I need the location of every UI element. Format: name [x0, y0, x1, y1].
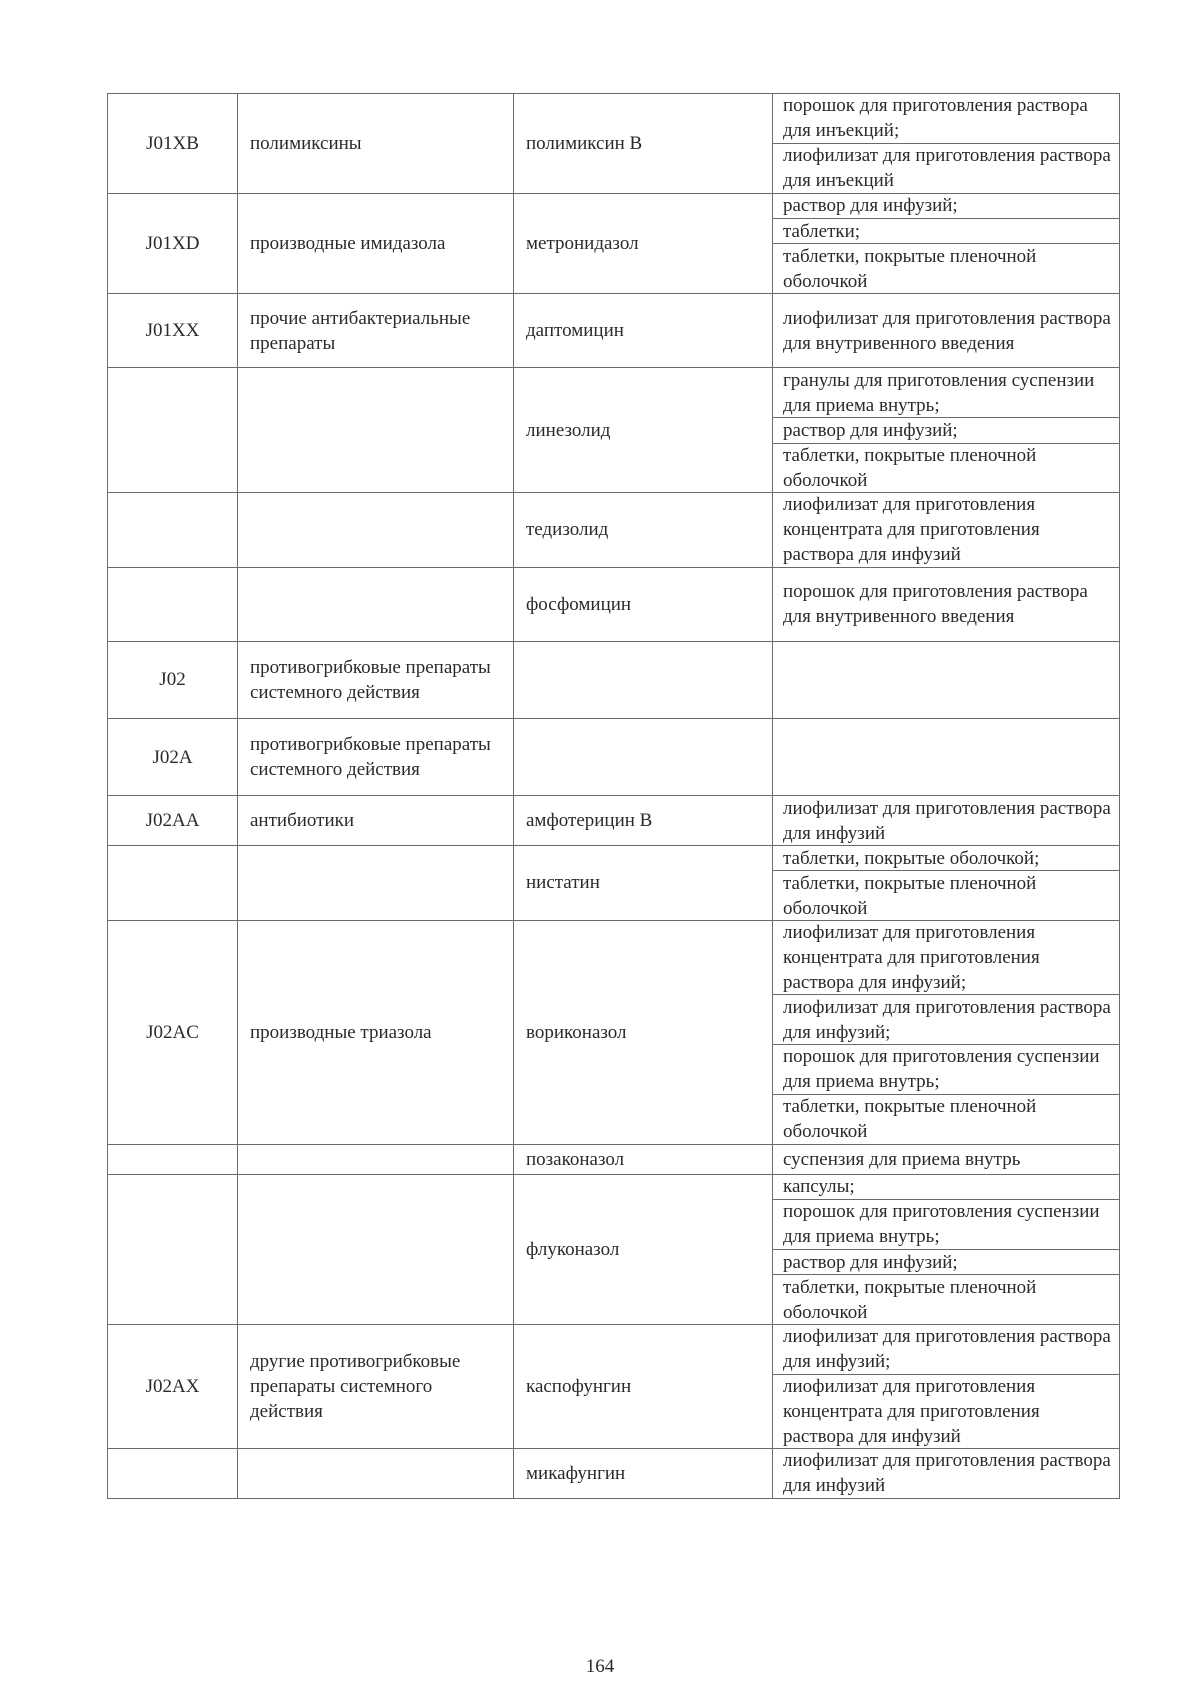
table-row: [108, 567, 1120, 641]
dosage-form-cell: [773, 718, 1120, 795]
atc-code-cell: [108, 845, 238, 920]
atc-code-cell: [108, 641, 238, 718]
table-row: [108, 1449, 1120, 1499]
group-name-cell: [238, 193, 514, 294]
atc-code-cell-text: J02: [159, 669, 186, 691]
group-name-cell-text: полимиксины: [250, 132, 362, 154]
group-name-cell: [238, 796, 514, 846]
atc-code-cell: [108, 1325, 238, 1449]
drug-name-cell-text: амфотерицин В: [526, 809, 653, 831]
group-name-cell-text: [238, 1247, 513, 1251]
group-name-cell: [238, 1144, 514, 1174]
table-row: [108, 94, 1120, 194]
dosage-form-cell: [773, 1144, 1120, 1174]
table-row: [108, 1144, 1120, 1174]
dosage-form-cell: [773, 294, 1120, 368]
drug-name-cell: [514, 493, 773, 567]
dosage-form-item: гранулы для приготовления суспензии для приема внутрь;: [783, 369, 1095, 416]
dosage-form-item: порошок для приготовления раствора для инъекций;: [783, 95, 1088, 142]
page-number: 164: [585, 1656, 615, 1677]
drug-name-cell-text: полимиксин В: [526, 132, 643, 154]
dosage-form-cell: [773, 1325, 1120, 1449]
atc-code-cell: [108, 1174, 238, 1324]
drug-name-cell: [514, 641, 773, 718]
dosage-form-item: таблетки, покрытые пленочной оболочкой: [773, 243, 1119, 293]
dosage-form-item: лиофилизат для приготовления раствора для инъекций: [773, 143, 1119, 193]
dosage-form-item: таблетки, покрытые оболочкой;: [783, 847, 1040, 869]
group-name-cell: [238, 1174, 514, 1324]
group-name-cell-text: [238, 1157, 513, 1161]
drug-name-cell: [514, 294, 773, 368]
drug-name-cell-text: нистатин: [526, 872, 600, 894]
atc-code-cell: [108, 493, 238, 567]
drug-name-cell: [514, 1144, 773, 1174]
group-name-cell-text: [238, 881, 513, 885]
drug-table: [107, 93, 1120, 1499]
dosage-form-item: таблетки, покрытые пленочной оболочкой: [773, 443, 1119, 493]
drug-name-cell: [514, 1174, 773, 1324]
dosage-form-item: лиофилизат для приготовления концентрата для приготовления раствора для инфузий: [773, 1374, 1119, 1448]
dosage-form-item: лиофилизат для приготовления раствора для инфузий;: [783, 1326, 1111, 1373]
drug-name-cell-text: [514, 678, 772, 682]
atc-code-cell: [108, 1449, 238, 1499]
table-row: [108, 193, 1120, 294]
drug-name-cell: [514, 845, 773, 920]
drug-name-cell: [514, 1325, 773, 1449]
group-name-cell: [238, 921, 514, 1145]
atc-code-cell-text: J01XD: [145, 232, 200, 254]
atc-code-cell-text: J01XB: [146, 132, 199, 154]
dosage-form-item: суспензия для приема внутрь: [783, 1148, 1021, 1170]
atc-code-cell-text: J02AC: [146, 1021, 199, 1043]
drug-name-cell-text: фосфомицин: [526, 593, 632, 615]
dosage-form-item: раствор для инфузий;: [783, 195, 958, 217]
dosage-form-item: лиофилизат для приготовления концентрата для приготовления раствора для инфузий;: [783, 922, 1040, 994]
atc-code-cell: [108, 718, 238, 795]
dosage-form-item: лиофилизат для приготовления раствора для инфузий: [783, 797, 1111, 844]
group-name-cell-text: [238, 528, 513, 532]
group-name-cell: [238, 845, 514, 920]
drug-name-cell: [514, 567, 773, 641]
dosage-form-item: лиофилизат для приготовления раствора для инфузий: [783, 1450, 1111, 1497]
group-name-cell-text: производные имидазола: [250, 232, 446, 254]
drug-name-cell: [514, 921, 773, 1145]
dosage-form-item: порошок для приготовления суспензии для приема внутрь;: [773, 1199, 1119, 1249]
group-name-cell-text: производные триазола: [250, 1021, 432, 1043]
dosage-form-cell: [773, 641, 1120, 718]
dosage-form-cell: [773, 193, 1120, 294]
dosage-form-cell: [773, 845, 1120, 920]
table-row: [108, 641, 1120, 718]
group-name-cell-text: противогрибковые препараты системного действия: [250, 656, 491, 703]
drug-name-cell-text: каспофунгин: [526, 1376, 632, 1398]
dosage-form-cell: [773, 921, 1120, 1145]
atc-code-cell-text: J01XX: [145, 320, 200, 342]
table-row: [108, 493, 1120, 567]
group-name-cell: [238, 1449, 514, 1499]
drug-name-cell: [514, 796, 773, 846]
dosage-form-item: лиофилизат для приготовления раствора для внутривенного введения: [783, 307, 1111, 354]
group-name-cell-text: [238, 428, 513, 432]
drug-name-cell: [514, 193, 773, 294]
drug-name-cell-text: микафунгин: [526, 1462, 626, 1484]
dosage-form-item: порошок для приготовления раствора для внутривенного введения: [783, 581, 1088, 628]
group-name-cell: [238, 294, 514, 368]
dosage-form-cell: [773, 567, 1120, 641]
dosage-form-item: таблетки, покрытые пленочной оболочкой: [773, 1094, 1119, 1144]
dosage-form-cell: [773, 94, 1120, 194]
drug-name-cell-text: позаконазол: [526, 1148, 625, 1170]
atc-code-cell: [108, 193, 238, 294]
table-body: [108, 94, 1120, 1499]
group-name-cell-text: [238, 602, 513, 606]
drug-name-cell: [514, 1449, 773, 1499]
dosage-form-item: таблетки;: [773, 218, 1119, 243]
atc-code-cell-text: J02A: [152, 746, 193, 768]
drug-name-cell-text: флуконазол: [526, 1238, 620, 1260]
atc-code-cell: [108, 1144, 238, 1174]
atc-code-cell-text: J02AX: [145, 1376, 200, 1398]
atc-code-cell: [108, 294, 238, 368]
dosage-form-item: лиофилизат для приготовления раствора для инфузий;: [773, 994, 1119, 1044]
group-name-cell-text: [238, 1471, 513, 1475]
drug-name-cell: [514, 94, 773, 194]
group-name-cell: [238, 641, 514, 718]
dosage-form-cell: [773, 796, 1120, 846]
dosage-form-cell: [773, 1449, 1120, 1499]
dosage-form-cell: [773, 368, 1120, 493]
group-name-cell-text: прочие антибактериальные препараты: [250, 307, 471, 354]
atc-code-cell-text: J02AA: [145, 809, 200, 831]
group-name-cell-text: антибиотики: [250, 809, 355, 831]
dosage-form-cell: [773, 493, 1120, 567]
atc-code-cell: [108, 567, 238, 641]
table-row: [108, 1325, 1120, 1449]
group-name-cell: [238, 94, 514, 194]
table-row: [108, 718, 1120, 795]
table-row: [108, 845, 1120, 920]
table-row: [108, 921, 1120, 1145]
table-row: [108, 796, 1120, 846]
table-row: [108, 1174, 1120, 1324]
atc-code-cell: [108, 368, 238, 493]
group-name-cell: [238, 567, 514, 641]
dosage-form-item: таблетки, покрытые пленочной оболочкой: [773, 1274, 1119, 1324]
dosage-form-item: лиофилизат для приготовления концентрата для приготовления раствора для инфузий: [783, 494, 1040, 566]
dosage-form-item: таблетки, покрытые пленочной оболочкой: [773, 870, 1119, 920]
group-name-cell: [238, 493, 514, 567]
drug-name-cell-text: метронидазол: [526, 232, 639, 254]
dosage-form-item: раствор для инфузий;: [773, 1249, 1119, 1274]
drug-name-cell-text: даптомицин: [526, 320, 624, 342]
dosage-form-item: раствор для инфузий;: [773, 417, 1119, 442]
group-name-cell-text: другие противогрибковые препараты системного действия: [250, 1351, 461, 1423]
table-row: [108, 294, 1120, 368]
drug-name-cell: [514, 368, 773, 493]
atc-code-cell: [108, 921, 238, 1145]
drug-name-cell-text: тедизолид: [526, 519, 609, 541]
group-name-cell: [238, 368, 514, 493]
atc-code-cell: [108, 796, 238, 846]
group-name-cell: [238, 1325, 514, 1449]
dosage-form-item: порошок для приготовления суспензии для приема внутрь;: [773, 1044, 1119, 1094]
drug-name-cell-text: вориконазол: [526, 1021, 627, 1043]
atc-code-cell: [108, 94, 238, 194]
drug-name-cell-text: линезолид: [526, 419, 611, 441]
drug-name-cell: [514, 718, 773, 795]
group-name-cell: [238, 718, 514, 795]
dosage-form-item: капсулы;: [783, 1176, 855, 1198]
dosage-form-cell: [773, 1174, 1120, 1324]
group-name-cell-text: противогрибковые препараты системного действия: [250, 734, 491, 780]
drug-name-cell-text: [514, 755, 772, 759]
table-row: [108, 368, 1120, 493]
